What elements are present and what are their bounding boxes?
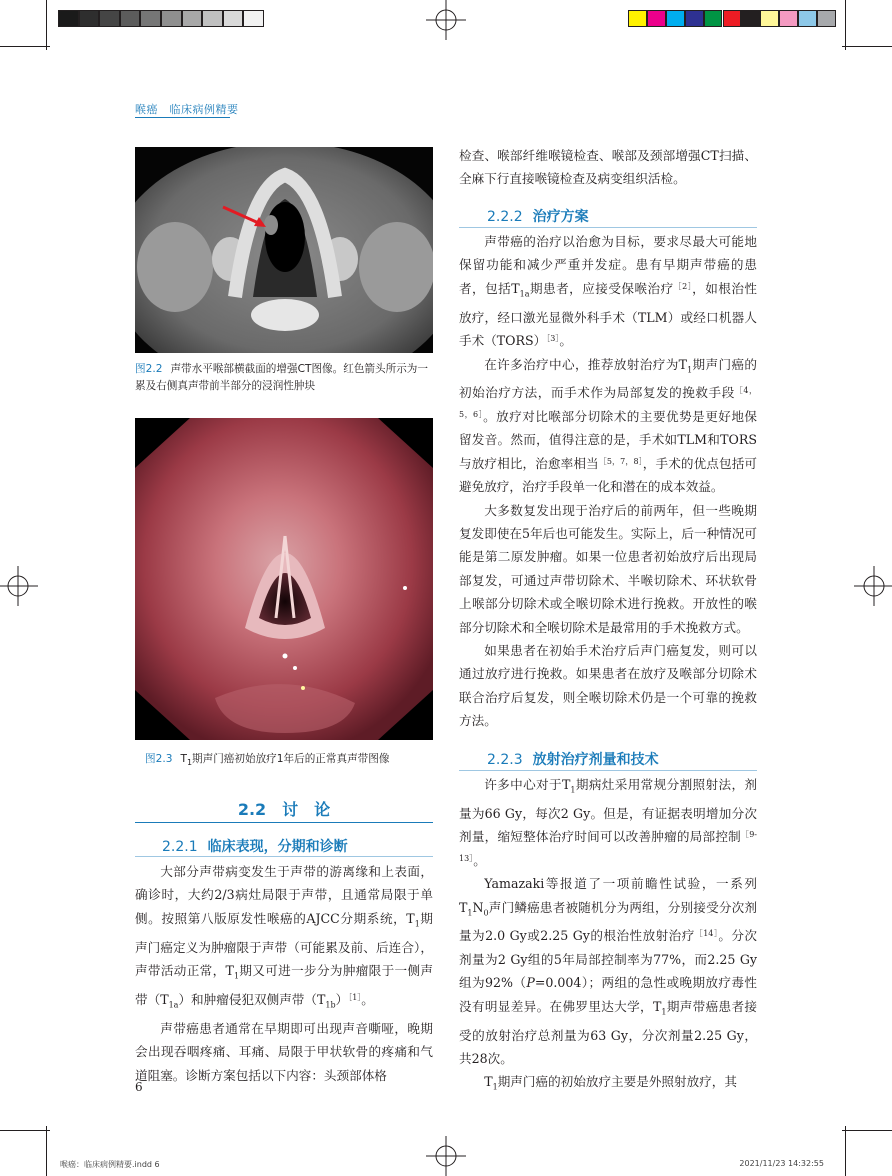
subsection-number: 2.2.3: [487, 752, 523, 768]
crop-mark: [46, 1126, 47, 1176]
subsection-heading-2-2-3: [487, 749, 659, 769]
paragraph: 如果患者在初始手术治疗后声门癌复发，则可以通过放疗进行挽救。如果患者在放疗及喉部分切除术联合治疗后复发，则全喉切除术仍是一个可靠的挽救方法。: [459, 642, 757, 729]
paragraph: $T_1$期声门癌的初始放疗主要是外照射放疗，其: [484, 1074, 737, 1092]
color-swatch: [685, 10, 704, 27]
section-title: 2.2 讨 论: [237, 800, 331, 819]
subsection-rule: [135, 856, 433, 857]
laryngoscopy-image: [135, 418, 433, 740]
color-swatch: [223, 10, 244, 27]
paragraph: 在许多治疗中心，推荐放射治疗为$T_1$期声门癌的初始治疗方法，而手术作为局部复发的挽救手段$^{[4,5,6]}$。放疗对比喉部分切除术的主要优势是更好地保留发音。然而，值得注意的是，手术如TLM和TORS与放疗相比，治愈率相当$^{[5,7,8]}$，手术的优点包括可避免放疗，治疗手段单一化和潜在的成本效益。: [459, 356, 758, 495]
color-swatch: [741, 10, 760, 27]
color-swatch: [58, 10, 79, 27]
crop-mark: [46, 0, 47, 50]
color-swatch: [760, 10, 779, 27]
color-swatch: [779, 10, 798, 27]
caption-text: $T_1$期声门癌初始放疗1年后的正常真声带图像: [180, 753, 390, 768]
registration-mark-icon: [854, 566, 892, 606]
color-swatch: [628, 10, 647, 27]
registration-mark-icon: [0, 566, 38, 606]
running-head-rule: [135, 117, 230, 118]
subsection-heading-2-2-2: [487, 206, 589, 226]
citation: ［14］: [694, 929, 719, 939]
subsection-title: 临床表现，分期和诊断: [207, 839, 348, 855]
right-column-top-text: [459, 144, 757, 191]
subsection-title: 放射治疗剂量和技术: [532, 752, 659, 768]
citation: ［5，7，8］: [598, 456, 643, 466]
paragraph: 声带癌患者通常在早期即可出现声音嘶哑，晚期会出现吞咽疼痛、耳痛、局限于甲状软骨的疼痛和气道阻塞。诊断方案包括以下内容：头颈部体格: [135, 1020, 433, 1083]
color-swatch: [666, 10, 685, 27]
figure-label: 图2.2: [135, 363, 163, 375]
figure-2-2-caption: [135, 361, 433, 395]
figure-2-3-caption: [145, 751, 435, 771]
citation: ［9-13］: [459, 830, 758, 863]
crop-mark: [845, 0, 846, 50]
color-swatch: [140, 10, 161, 27]
color-swatch: [243, 10, 264, 27]
subsection-rule: [459, 770, 757, 771]
print-slug-timestamp: 2021/11/23 14:32:55: [739, 1159, 824, 1168]
color-swatch: [798, 10, 817, 27]
color-swatch: [79, 10, 100, 27]
crop-mark: [845, 1126, 846, 1176]
running-head: 喉癌 临床病例精要: [135, 103, 239, 116]
paragraph: 声带癌的治疗以治愈为目标，要求尽最大可能地保留功能和减少严重并发症。患有早期声带癌的患者，包括$T_{1a}$期患者，应接受保喉治疗$^{[2]}$，如根治性放疗，经口激光显微外科手术（TLM）或经口机器人手术（TORS）$^{[3]}$。: [459, 234, 758, 349]
citation: ［3］: [546, 334, 560, 344]
citation: ［2］: [673, 281, 693, 291]
paragraph: 大部分声带病变发生于声带的游离缘和上表面，确诊时，大约2/3病灶局限于声带，且通常局限于单侧。按照第八版原发性喉癌的AJCC分期系统，$T_1$期声门癌定义为肿瘤限于声带（可能累及前、后连合），声带活动正常，$T_1$期又可进一步分为肿瘤限于一侧声带$(T_{1a})$和肿瘤侵犯双侧声带$(T_{1b})^{[1]}$。: [135, 864, 434, 1010]
crop-mark: [842, 1130, 892, 1131]
citation: ［4，5，6］: [459, 386, 757, 419]
subsection-number: 2.2.1: [162, 839, 198, 855]
color-swatch: [161, 10, 182, 27]
color-swatch: [120, 10, 141, 27]
paragraph: 大多数复发出现于治疗后的前两年，但一些晚期复发即使在5年后也可能发生。实际上，后一种情况可能是第二原发肿瘤。如果一位患者初始放疗后出现局部复发，可通过声带切除术、半喉切除术、环状软骨上喉部分切除术或全喉切除术进行挽救。开放性的喉部分切除术和全喉切除术是最常用的手术挽救方式。: [459, 502, 757, 635]
registration-mark-icon: [426, 0, 466, 40]
paragraph: Yamazaki等报道了一项前瞻性试验，一系列$T_1N_0$声门鳞癌患者被随机分为两组，分别接受分次剂量为2.0 Gy或2.25 Gy的根治性放射治疗$^{[14]}$。分次剂量为2 Gy组的5年局部控制率为77%，而2.25 Gy组为92%（P=0.004）；两组的急性或晚期放疗毒性没有明显差异。在佛罗里达大学，$T_1$期声带癌患者接受的放射治疗总剂量为63 Gy，分次剂量2.25 Gy，共28次。: [459, 876, 758, 1067]
paragraph-continuation: 检查、喉部纤维喉镜检查、喉部及颈部增强CT扫描、全麻下行直接喉镜检查及病变组织活检。: [459, 148, 757, 187]
color-swatch: [704, 10, 723, 27]
ct-scan-image: [135, 147, 433, 353]
page-number: 6: [135, 1080, 143, 1094]
section-title-rule: [135, 822, 433, 823]
figure-label: 图2.3: [145, 753, 173, 765]
subsection-rule: [459, 227, 757, 228]
crop-mark: [0, 1130, 50, 1131]
right-column-2-2-2-text: [459, 230, 757, 733]
citation: ［1］: [348, 993, 362, 1003]
subsection-number: 2.2.2: [487, 209, 523, 225]
color-swatch: [647, 10, 666, 27]
subsection-heading-2-2-1: [162, 836, 348, 856]
color-swatch: [723, 10, 742, 27]
crop-mark: [842, 46, 892, 47]
color-swatch: [202, 10, 223, 27]
paragraph: 许多中心对于$T_1$期病灶采用常规分割照射法，剂量为66 Gy，每次2 Gy。但是，有证据表明增加分次剂量，缩短整体治疗时间可以改善肿瘤的局部控制$^{[9-13]}$。: [459, 777, 758, 868]
right-column-2-2-3-text: [459, 773, 757, 1099]
subsection-title: 治疗方案: [532, 209, 589, 225]
left-column-text: [135, 860, 433, 1087]
color-swatch: [817, 10, 836, 27]
print-slug-filename: 喉癌：临床病例精要.indd 6: [60, 1160, 160, 1169]
registration-mark-icon: [426, 1136, 466, 1176]
color-swatch: [182, 10, 203, 27]
crop-mark: [0, 46, 50, 47]
color-swatch: [99, 10, 120, 27]
caption-text: 声带水平喉部横截面的增强CT图像。红色箭头所示为一累及右侧真声带前半部分的浸润性肿块: [135, 363, 428, 392]
